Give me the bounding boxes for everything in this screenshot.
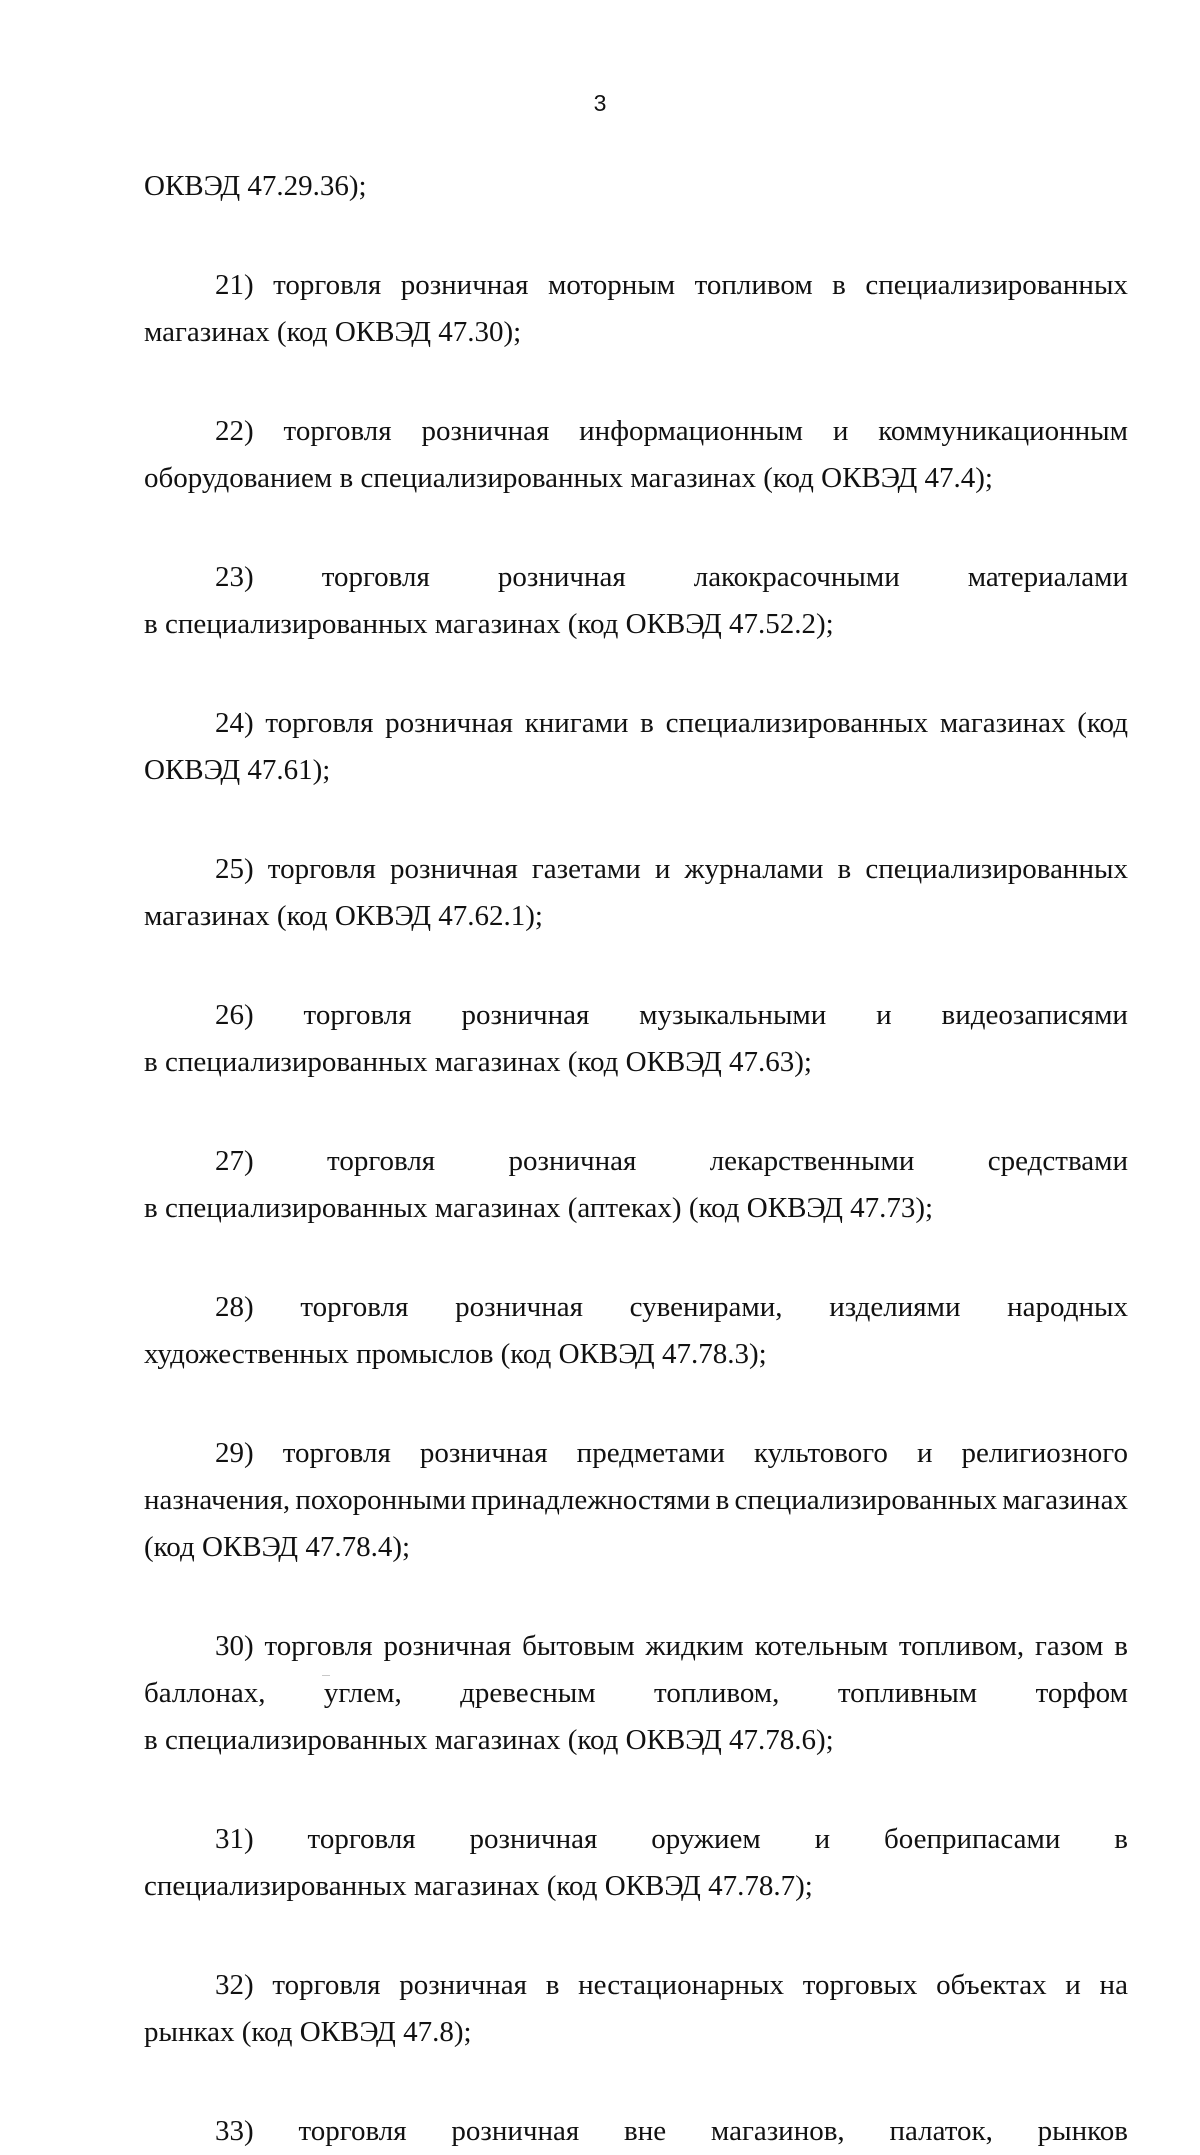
word: в специализированных магазинах (код ОКВЭД 47.52.2); [144,608,834,640]
word: и [814,1823,831,1855]
list-item-first-line [144,1430,1128,1477]
word: информационным [579,415,803,447]
word: (код [1077,707,1128,739]
word: боеприпасами [884,1823,1061,1855]
word: торговля [327,1145,436,1177]
word: торговля [264,1630,373,1662]
document-body [144,163,1128,2155]
word: объектах [936,1969,1047,2001]
word: торговля [321,561,430,593]
word: котельным [754,1630,888,1662]
word: розничная [455,1291,583,1323]
word: ОКВЭД 47.29.36); [144,170,367,202]
word: специализированных [734,1484,998,1516]
list-item-continuation-line [144,1331,1128,1378]
list-item-first-line [144,1816,1128,1863]
word: торговля [267,853,376,885]
word: топливным [837,1677,978,1709]
word: торговля [282,1437,391,1469]
word: (код ОКВЭД 47.78.4); [144,1531,411,1563]
word: торговля [307,1823,416,1855]
word: углем, [323,1677,402,1709]
word: в [837,853,852,885]
word: торговля [298,2115,407,2147]
word: торфом [1035,1677,1128,1709]
word: в специализированных магазинах (код ОКВЭД 47.63); [144,1046,812,1078]
list-item-first-line [144,554,1128,601]
page-number: 3 [593,90,607,116]
list-item-first-line [144,1623,1128,1670]
list-item-continuation-line [144,163,1128,210]
word: в специализированных магазинах (аптеках) (код ОКВЭД 47.73); [144,1192,934,1224]
word: на [1099,1969,1128,2001]
word: видеозаписями [941,999,1128,1031]
word: магазинах [939,707,1066,739]
word: торговля [273,269,382,301]
list-item-continuation-line [144,601,1128,648]
word: специализированных [865,269,1128,301]
word: розничная [419,1437,548,1469]
word: сувенирами, [629,1291,783,1323]
word: палаток, [889,2115,993,2147]
word: в [1114,1630,1128,1662]
list-item-continuation-line [144,309,1128,356]
word: 28) [215,1291,254,1323]
word: коммуникационным [878,415,1128,447]
word: розничная [469,1823,598,1855]
word: ОКВЭД 47.61); [144,754,331,786]
word: 27) [215,1145,254,1177]
word: оборудованием в специализированных магазинах (код ОКВЭД 47.4); [144,462,993,494]
word: топливом, [654,1677,780,1709]
word: и [1065,1969,1081,2001]
word: нестационарных [578,1969,784,2001]
word: и [832,415,849,447]
word: изделиями [829,1291,961,1323]
word: книгами [524,707,629,739]
word: бытовым [522,1630,635,1662]
word: оружием [651,1823,761,1855]
word: торговля [283,415,392,447]
word: 29) [215,1437,254,1469]
word: топливом [694,269,813,301]
list-item-continuation-line [144,747,1128,794]
word: 32) [215,1969,254,2001]
word: похоронными [295,1484,466,1516]
word: газом [1035,1630,1104,1662]
list-item-continuation-line [144,1185,1128,1232]
list-item-first-line [144,262,1128,309]
list-item-first-line [144,700,1128,747]
word: торговля [300,1291,409,1323]
word: 25) [215,853,254,885]
word: розничная [400,269,529,301]
list-item-continuation-line [144,1477,1128,1524]
scan-artifact-mark [322,1675,330,1676]
word: торговля [265,707,374,739]
word: в [832,269,846,301]
word: специализированных [665,707,929,739]
list-item-continuation-line [144,2009,1128,2056]
word: религиозного [961,1437,1128,1469]
word: в [1114,1823,1128,1855]
word: розничная [389,853,518,885]
word: в [640,707,654,739]
word: моторным [547,269,676,301]
word: 33) [215,2115,254,2147]
word: вне [624,2115,667,2147]
list-item-continuation-line [144,1717,1128,1764]
word: розничная [399,1969,528,2001]
word: торговых [802,1969,918,2001]
word: магазинах (код ОКВЭД 47.62.1); [144,900,543,932]
list-item-first-line [144,1138,1128,1185]
word: магазинов, [710,2115,845,2147]
word: предметами [576,1437,725,1469]
list-item-continuation-line [144,1524,1128,1571]
word: розничная [421,415,550,447]
word: специализированных магазинах (код ОКВЭД 47.78.7); [144,1870,813,1902]
word: жидким [645,1630,744,1662]
word: топливом, [898,1630,1025,1662]
list-item-first-line [144,992,1128,1039]
word: специализированных [865,853,1128,885]
word: магазинах (код ОКВЭД 47.30); [144,316,522,348]
word: газетами [531,853,641,885]
word: розничная [497,561,626,593]
word: в специализированных магазинах (код ОКВЭД 47.78.6); [144,1724,834,1756]
word: художественных промыслов (код ОКВЭД 47.78.3); [144,1338,767,1370]
word: торговля [272,1969,381,2001]
list-item-continuation-line [144,1039,1128,1086]
word: и [916,1437,933,1469]
word: розничная [383,1630,512,1662]
word: средствами [987,1145,1128,1177]
list-item-first-line [144,2108,1128,2155]
word: музыкальными [639,999,827,1031]
word: материалами [967,561,1128,593]
word: народных [1007,1291,1128,1323]
word: 24) [215,707,254,739]
word: магазинах [1002,1484,1128,1516]
word: 30) [215,1630,254,1662]
list-item-continuation-line [144,893,1128,940]
word: рынков [1037,2115,1128,2147]
word: лакокрасочными [693,561,900,593]
word: и [654,853,671,885]
word: розничная [508,1145,637,1177]
word: баллонах, [144,1677,266,1709]
word: культового [753,1437,888,1469]
list-item-first-line [144,408,1128,455]
word: 23) [215,561,254,593]
word: розничная [461,999,590,1031]
list-item-first-line [144,846,1128,893]
word: и [876,999,892,1031]
list-item-continuation-line [144,1863,1128,1910]
word: рынках (код ОКВЭД 47.8); [144,2016,472,2048]
word: в [545,1969,560,2001]
list-item-first-line [144,1962,1128,2009]
word: в [715,1484,730,1516]
word: 31) [215,1823,254,1855]
word: принадлежностями [471,1484,711,1516]
word: розничная [385,707,513,739]
word: 21) [215,269,254,301]
word: назначения, [144,1484,291,1516]
word: журналами [684,853,824,885]
word: торговля [303,999,412,1031]
list-item-continuation-line [144,1670,1128,1717]
list-item-first-line [144,1284,1128,1331]
word: 22) [215,415,254,447]
list-item-continuation-line [144,455,1128,502]
word: древесным [460,1677,596,1709]
word: 26) [215,999,254,1031]
word: розничная [451,2115,580,2147]
word: лекарственными [709,1145,915,1177]
